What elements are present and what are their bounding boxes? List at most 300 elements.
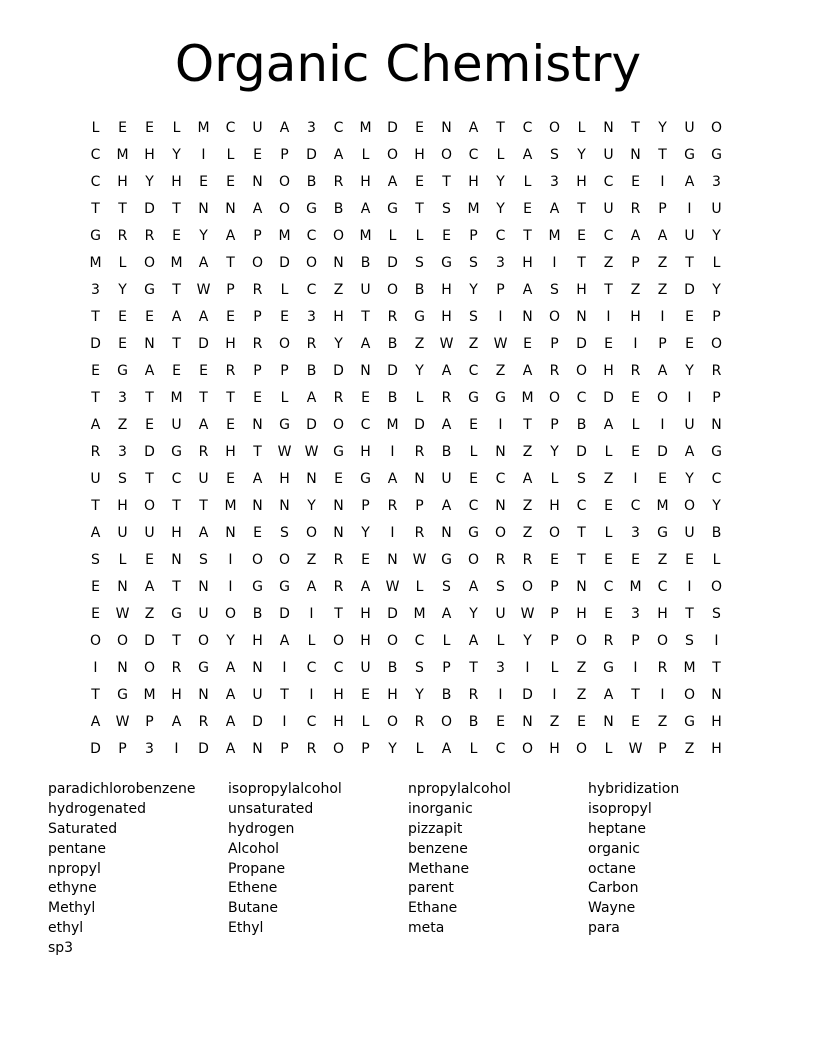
grid-letter[interactable]: I (714, 632, 719, 649)
grid-letter[interactable]: B (576, 416, 587, 433)
grid-letter[interactable]: O (548, 119, 561, 136)
grid-letter[interactable]: Y (388, 740, 397, 757)
grid-letter[interactable]: I (282, 713, 287, 730)
grid-letter[interactable]: P (145, 713, 154, 730)
grid-letter[interactable]: T (604, 281, 613, 298)
grid-letter[interactable]: R (603, 632, 614, 649)
grid-letter[interactable]: H (576, 173, 587, 190)
grid-letter[interactable]: L (280, 281, 289, 298)
grid-letter[interactable]: D (198, 335, 209, 352)
grid-letter[interactable]: H (279, 470, 290, 487)
grid-letter[interactable]: S (577, 470, 586, 487)
grid-letter[interactable]: 3 (307, 119, 316, 136)
grid-letter[interactable]: N (387, 551, 398, 568)
grid-letter[interactable]: L (118, 254, 127, 271)
grid-letter[interactable]: R (495, 551, 506, 568)
grid-letter[interactable]: T (253, 443, 262, 460)
grid-letter[interactable]: N (198, 200, 209, 217)
grid-letter[interactable]: W (385, 578, 400, 595)
grid-letter[interactable]: C (90, 173, 101, 190)
grid-letter[interactable]: Y (226, 632, 235, 649)
grid-letter[interactable]: I (498, 686, 503, 703)
grid-letter[interactable]: Y (712, 497, 721, 514)
grid-letter[interactable]: Z (576, 659, 587, 676)
grid-letter[interactable]: E (118, 119, 127, 136)
grid-letter[interactable]: H (387, 686, 398, 703)
grid-letter[interactable]: A (522, 146, 533, 163)
grid-letter[interactable]: H (711, 713, 722, 730)
grid-letter[interactable]: L (388, 227, 397, 244)
grid-letter[interactable]: O (197, 632, 210, 649)
grid-letter[interactable]: G (711, 443, 722, 460)
grid-letter[interactable]: E (253, 146, 262, 163)
grid-letter[interactable]: 3 (496, 254, 505, 271)
grid-letter[interactable]: H (441, 308, 452, 325)
grid-letter[interactable]: T (577, 551, 586, 568)
grid-letter[interactable]: Z (576, 686, 587, 703)
grid-letter[interactable]: E (226, 470, 235, 487)
grid-letter[interactable]: I (660, 686, 665, 703)
grid-letter[interactable]: E (361, 686, 370, 703)
grid-letter[interactable]: E (145, 119, 154, 136)
grid-letter[interactable]: G (252, 578, 263, 595)
grid-letter[interactable]: T (172, 281, 181, 298)
grid-letter[interactable]: S (442, 578, 451, 595)
grid-letter[interactable]: R (711, 362, 722, 379)
grid-letter[interactable]: P (253, 362, 262, 379)
grid-letter[interactable]: Z (468, 335, 479, 352)
grid-letter[interactable]: O (494, 524, 507, 541)
grid-letter[interactable]: W (520, 605, 535, 622)
grid-letter[interactable]: A (279, 119, 290, 136)
grid-letter[interactable]: Y (307, 497, 316, 514)
grid-letter[interactable]: A (522, 470, 533, 487)
grid-letter[interactable]: M (143, 686, 156, 703)
grid-letter[interactable]: A (198, 308, 209, 325)
grid-letter[interactable]: H (252, 632, 263, 649)
grid-letter[interactable]: M (116, 146, 129, 163)
grid-letter[interactable]: O (548, 389, 561, 406)
grid-letter[interactable]: C (90, 146, 101, 163)
grid-letter[interactable]: C (495, 227, 506, 244)
grid-letter[interactable]: A (441, 497, 452, 514)
grid-letter[interactable]: Y (172, 146, 181, 163)
grid-letter[interactable]: I (606, 308, 611, 325)
grid-letter[interactable]: E (172, 362, 181, 379)
grid-letter[interactable]: M (89, 254, 102, 271)
grid-letter[interactable]: L (712, 551, 721, 568)
grid-letter[interactable]: A (333, 146, 344, 163)
grid-letter[interactable]: C (468, 146, 479, 163)
grid-letter[interactable]: G (711, 146, 722, 163)
grid-letter[interactable]: P (712, 389, 721, 406)
grid-letter[interactable]: 3 (91, 281, 100, 298)
grid-letter[interactable]: N (360, 362, 371, 379)
grid-letter[interactable]: L (442, 632, 451, 649)
grid-letter[interactable]: N (495, 497, 506, 514)
grid-letter[interactable]: H (360, 605, 371, 622)
grid-letter[interactable]: C (225, 119, 236, 136)
grid-letter[interactable]: H (549, 740, 560, 757)
grid-letter[interactable]: I (498, 308, 503, 325)
grid-letter[interactable]: I (525, 659, 530, 676)
grid-letter[interactable]: T (523, 416, 532, 433)
grid-letter[interactable]: N (225, 200, 236, 217)
grid-letter[interactable]: G (144, 281, 155, 298)
grid-letter[interactable]: B (414, 281, 425, 298)
grid-letter[interactable]: R (333, 578, 344, 595)
grid-letter[interactable]: P (496, 281, 505, 298)
grid-letter[interactable]: R (414, 713, 425, 730)
grid-letter[interactable]: A (225, 227, 236, 244)
grid-letter[interactable]: R (198, 443, 209, 460)
grid-letter[interactable]: O (278, 200, 291, 217)
grid-letter[interactable]: H (549, 497, 560, 514)
grid-letter[interactable]: 3 (712, 173, 721, 190)
grid-letter[interactable]: I (498, 416, 503, 433)
grid-letter[interactable]: G (684, 146, 695, 163)
grid-letter[interactable]: O (386, 146, 399, 163)
grid-letter[interactable]: S (469, 308, 478, 325)
grid-letter[interactable]: U (495, 605, 506, 622)
grid-letter[interactable]: Z (522, 524, 533, 541)
grid-letter[interactable]: O (143, 497, 156, 514)
grid-letter[interactable]: U (684, 227, 695, 244)
grid-letter[interactable]: A (252, 200, 263, 217)
grid-letter[interactable]: I (660, 308, 665, 325)
grid-letter[interactable]: L (496, 632, 505, 649)
grid-letter[interactable]: I (633, 470, 638, 487)
grid-letter[interactable]: G (657, 524, 668, 541)
grid-letter[interactable]: A (90, 524, 101, 541)
grid-letter[interactable]: O (386, 713, 399, 730)
grid-letter[interactable]: H (333, 308, 344, 325)
grid-letter[interactable]: C (171, 470, 182, 487)
grid-letter[interactable]: E (604, 497, 613, 514)
grid-letter[interactable]: E (685, 308, 694, 325)
grid-letter[interactable]: A (306, 389, 317, 406)
grid-letter[interactable]: C (657, 578, 668, 595)
grid-letter[interactable]: R (549, 362, 560, 379)
grid-letter[interactable]: D (387, 119, 398, 136)
grid-letter[interactable]: N (252, 659, 263, 676)
grid-letter[interactable]: C (333, 659, 344, 676)
grid-letter[interactable]: D (576, 335, 587, 352)
grid-letter[interactable]: E (118, 335, 127, 352)
grid-letter[interactable]: W (115, 605, 130, 622)
grid-letter[interactable]: H (225, 443, 236, 460)
grid-letter[interactable]: N (333, 524, 344, 541)
grid-letter[interactable]: Z (495, 362, 506, 379)
grid-letter[interactable]: P (253, 227, 262, 244)
grid-letter[interactable]: T (226, 389, 235, 406)
grid-letter[interactable]: C (495, 470, 506, 487)
grid-letter[interactable]: I (633, 335, 638, 352)
grid-letter[interactable]: S (415, 254, 424, 271)
grid-letter[interactable]: R (117, 227, 128, 244)
grid-letter[interactable]: E (442, 227, 451, 244)
grid-letter[interactable]: P (631, 254, 640, 271)
grid-letter[interactable]: P (550, 605, 559, 622)
grid-letter[interactable]: Z (522, 497, 533, 514)
grid-letter[interactable]: W (115, 713, 130, 730)
grid-letter[interactable]: M (197, 119, 210, 136)
grid-letter[interactable]: R (171, 659, 182, 676)
grid-letter[interactable]: T (91, 389, 100, 406)
grid-letter[interactable]: S (442, 200, 451, 217)
grid-letter[interactable]: I (552, 686, 557, 703)
grid-letter[interactable]: N (603, 119, 614, 136)
grid-letter[interactable]: E (685, 551, 694, 568)
grid-letter[interactable]: R (225, 362, 236, 379)
grid-letter[interactable]: P (226, 281, 235, 298)
grid-letter[interactable]: D (144, 443, 155, 460)
grid-letter[interactable]: H (360, 173, 371, 190)
grid-letter[interactable]: N (576, 308, 587, 325)
grid-letter[interactable]: E (604, 551, 613, 568)
grid-letter[interactable]: A (252, 470, 263, 487)
grid-letter[interactable]: E (631, 713, 640, 730)
grid-letter[interactable]: C (468, 362, 479, 379)
grid-letter[interactable]: U (684, 524, 695, 541)
grid-letter[interactable]: B (252, 605, 263, 622)
grid-letter[interactable]: E (253, 389, 262, 406)
grid-letter[interactable]: O (548, 524, 561, 541)
grid-letter[interactable]: I (309, 605, 314, 622)
grid-letter[interactable]: H (603, 362, 614, 379)
grid-letter[interactable]: 3 (118, 389, 127, 406)
grid-letter[interactable]: O (548, 308, 561, 325)
grid-letter[interactable]: P (469, 227, 478, 244)
grid-letter[interactable]: C (360, 416, 371, 433)
grid-letter[interactable]: Y (496, 173, 505, 190)
grid-letter[interactable]: A (441, 740, 452, 757)
grid-letter[interactable]: Z (333, 281, 344, 298)
grid-letter[interactable]: I (228, 578, 233, 595)
grid-letter[interactable]: M (386, 416, 399, 433)
grid-letter[interactable]: G (90, 227, 101, 244)
grid-letter[interactable]: C (306, 659, 317, 676)
grid-letter[interactable]: B (711, 524, 722, 541)
grid-letter[interactable]: R (522, 551, 533, 568)
grid-letter[interactable]: E (631, 443, 640, 460)
grid-letter[interactable]: O (521, 740, 534, 757)
grid-letter[interactable]: A (198, 524, 209, 541)
grid-letter[interactable]: H (171, 173, 182, 190)
grid-letter[interactable]: O (440, 713, 453, 730)
grid-letter[interactable]: C (711, 470, 722, 487)
grid-letter[interactable]: D (279, 605, 290, 622)
grid-letter[interactable]: T (91, 497, 100, 514)
grid-letter[interactable]: Y (145, 173, 154, 190)
grid-letter[interactable]: E (658, 470, 667, 487)
grid-letter[interactable]: T (496, 119, 505, 136)
grid-letter[interactable]: S (199, 551, 208, 568)
grid-letter[interactable]: C (306, 227, 317, 244)
grid-letter[interactable]: H (171, 686, 182, 703)
grid-letter[interactable]: S (415, 659, 424, 676)
grid-letter[interactable]: T (172, 632, 181, 649)
grid-letter[interactable]: T (172, 578, 181, 595)
grid-letter[interactable]: A (90, 713, 101, 730)
grid-letter[interactable]: R (387, 308, 398, 325)
grid-letter[interactable]: N (252, 416, 263, 433)
grid-letter[interactable]: L (469, 443, 478, 460)
grid-letter[interactable]: E (361, 551, 370, 568)
grid-letter[interactable]: E (523, 200, 532, 217)
grid-letter[interactable]: L (604, 443, 613, 460)
grid-letter[interactable]: A (468, 632, 479, 649)
grid-letter[interactable]: M (170, 254, 183, 271)
grid-letter[interactable]: S (712, 605, 721, 622)
grid-letter[interactable]: R (306, 335, 317, 352)
grid-letter[interactable]: 3 (307, 308, 316, 325)
grid-letter[interactable]: H (657, 605, 668, 622)
grid-letter[interactable]: I (174, 740, 179, 757)
grid-letter[interactable]: H (414, 146, 425, 163)
grid-letter[interactable]: E (550, 551, 559, 568)
grid-letter[interactable]: R (90, 443, 101, 460)
grid-letter[interactable]: E (577, 227, 586, 244)
grid-letter[interactable]: B (360, 254, 371, 271)
grid-letter[interactable]: L (361, 713, 370, 730)
grid-letter[interactable]: O (710, 119, 723, 136)
grid-letter[interactable]: T (442, 173, 451, 190)
grid-letter[interactable]: E (577, 713, 586, 730)
grid-letter[interactable]: P (280, 146, 289, 163)
grid-letter[interactable]: I (660, 173, 665, 190)
grid-letter[interactable]: P (361, 497, 370, 514)
grid-letter[interactable]: W (277, 443, 292, 460)
grid-letter[interactable]: Y (469, 605, 478, 622)
grid-letter[interactable]: U (144, 524, 155, 541)
grid-letter[interactable]: G (117, 686, 128, 703)
grid-letter[interactable]: L (172, 119, 181, 136)
grid-letter[interactable]: N (603, 713, 614, 730)
grid-letter[interactable]: I (687, 200, 692, 217)
grid-letter[interactable]: A (684, 443, 695, 460)
grid-letter[interactable]: L (631, 416, 640, 433)
grid-letter[interactable]: O (656, 632, 669, 649)
grid-letter[interactable]: B (387, 659, 398, 676)
grid-letter[interactable]: O (386, 281, 399, 298)
grid-letter[interactable]: N (198, 578, 209, 595)
grid-letter[interactable]: U (252, 119, 263, 136)
grid-letter[interactable]: M (170, 389, 183, 406)
grid-letter[interactable]: 3 (631, 605, 640, 622)
grid-letter[interactable]: A (90, 416, 101, 433)
grid-letter[interactable]: R (333, 389, 344, 406)
grid-letter[interactable]: D (414, 416, 425, 433)
grid-letter[interactable]: T (577, 524, 586, 541)
grid-letter[interactable]: T (91, 686, 100, 703)
grid-letter[interactable]: E (91, 578, 100, 595)
grid-letter[interactable]: N (441, 119, 452, 136)
grid-letter[interactable]: Y (469, 281, 478, 298)
grid-letter[interactable]: N (711, 686, 722, 703)
grid-letter[interactable]: L (280, 389, 289, 406)
grid-letter[interactable]: B (306, 362, 317, 379)
grid-letter[interactable]: E (469, 416, 478, 433)
grid-letter[interactable]: H (576, 605, 587, 622)
grid-letter[interactable]: R (414, 524, 425, 541)
grid-letter[interactable]: O (575, 362, 588, 379)
grid-letter[interactable]: L (577, 119, 586, 136)
grid-letter[interactable]: U (198, 470, 209, 487)
grid-letter[interactable]: A (279, 632, 290, 649)
grid-letter[interactable]: A (360, 335, 371, 352)
grid-letter[interactable]: D (387, 254, 398, 271)
grid-letter[interactable]: C (495, 740, 506, 757)
grid-letter[interactable]: B (441, 686, 452, 703)
grid-letter[interactable]: E (415, 173, 424, 190)
grid-letter[interactable]: T (118, 200, 127, 217)
grid-letter[interactable]: N (333, 254, 344, 271)
grid-letter[interactable]: P (550, 578, 559, 595)
grid-letter[interactable]: O (278, 551, 291, 568)
grid-letter[interactable]: P (658, 335, 667, 352)
grid-letter[interactable]: O (143, 659, 156, 676)
grid-letter[interactable]: G (279, 578, 290, 595)
grid-letter[interactable]: C (630, 497, 641, 514)
grid-letter[interactable]: U (117, 524, 128, 541)
grid-letter[interactable]: T (172, 200, 181, 217)
grid-letter[interactable]: E (91, 362, 100, 379)
grid-letter[interactable]: Z (549, 713, 560, 730)
grid-letter[interactable]: A (225, 659, 236, 676)
grid-letter[interactable]: S (550, 281, 559, 298)
grid-letter[interactable]: I (633, 659, 638, 676)
grid-letter[interactable]: O (710, 578, 723, 595)
grid-letter[interactable]: W (196, 281, 211, 298)
grid-letter[interactable]: C (468, 497, 479, 514)
grid-letter[interactable]: E (253, 524, 262, 541)
grid-letter[interactable]: R (252, 335, 263, 352)
grid-letter[interactable]: C (522, 119, 533, 136)
grid-letter[interactable]: B (468, 713, 479, 730)
grid-letter[interactable]: O (251, 254, 264, 271)
grid-letter[interactable]: D (387, 605, 398, 622)
grid-letter[interactable]: O (305, 254, 318, 271)
grid-letter[interactable]: B (441, 443, 452, 460)
grid-letter[interactable]: S (550, 146, 559, 163)
grid-letter[interactable]: P (631, 632, 640, 649)
grid-letter[interactable]: E (496, 713, 505, 730)
grid-letter[interactable]: G (306, 200, 317, 217)
grid-letter[interactable]: E (334, 470, 343, 487)
grid-letter[interactable]: D (279, 254, 290, 271)
grid-letter[interactable]: E (145, 416, 154, 433)
grid-letter[interactable]: H (522, 254, 533, 271)
grid-letter[interactable]: Z (144, 605, 155, 622)
grid-letter[interactable]: D (522, 686, 533, 703)
grid-letter[interactable]: C (603, 173, 614, 190)
grid-letter[interactable]: B (306, 173, 317, 190)
grid-letter[interactable]: I (228, 551, 233, 568)
grid-letter[interactable]: H (711, 740, 722, 757)
grid-letter[interactable]: O (440, 146, 453, 163)
grid-letter[interactable]: M (359, 119, 372, 136)
grid-letter[interactable]: N (117, 578, 128, 595)
grid-letter[interactable]: O (332, 416, 345, 433)
grid-letter[interactable]: G (360, 470, 371, 487)
grid-letter[interactable]: T (199, 497, 208, 514)
grid-letter[interactable]: T (334, 605, 343, 622)
grid-letter[interactable]: P (658, 740, 667, 757)
grid-letter[interactable]: O (278, 173, 291, 190)
grid-letter[interactable]: L (361, 146, 370, 163)
grid-letter[interactable]: U (711, 200, 722, 217)
